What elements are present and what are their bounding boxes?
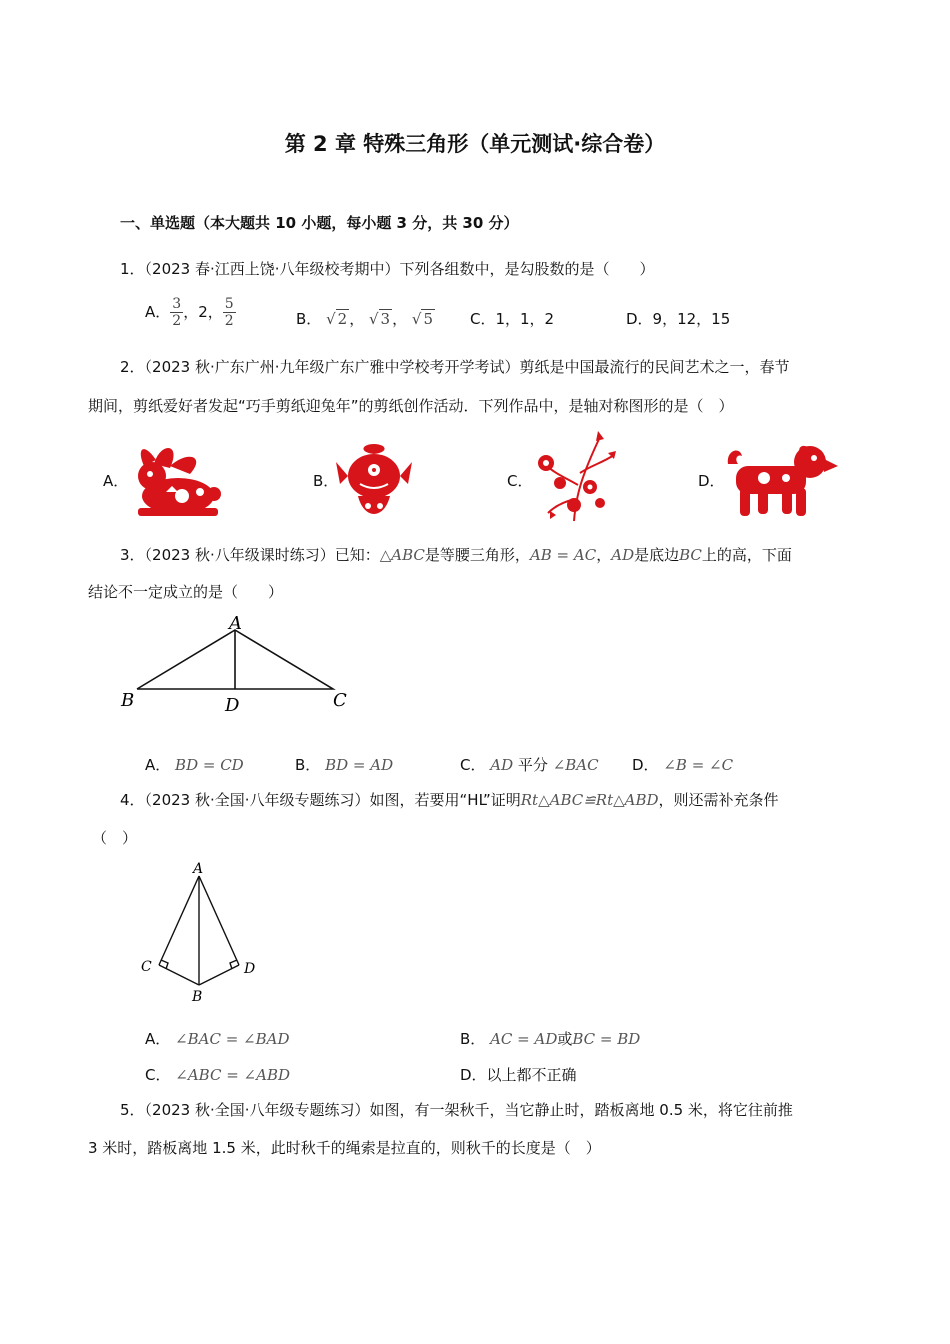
question-2-line-2: 期间，剪纸爱好者发起“巧手剪纸迎兔年”的剪纸创作活动．下列作品中，是轴对称图形的是（ ） — [88, 397, 734, 415]
fig4-label-d: D — [244, 961, 256, 977]
fig3-label-a: A — [229, 613, 242, 634]
q2-option-a-label[interactable]: A． — [103, 472, 129, 490]
rabbit-papercut-image — [130, 440, 222, 520]
q4-option-b[interactable]: B． AC = AD或BC = BD — [460, 1030, 641, 1048]
q1-option-d[interactable]: D．9，12，15 — [626, 310, 731, 328]
q1-fraction-2: $\frac{5}{2}$ — [224, 296, 234, 329]
question-5-line-2: 3 米时，踏板离地 1.5 米，此时秋千的绳索是拉直的，则秋千的长度是（ ） — [88, 1139, 601, 1157]
question-3-line-2: 结论不一定成立的是（ ） — [88, 583, 284, 601]
dog-papercut-image — [724, 444, 840, 522]
q1-option-a-middle: ，2， — [183, 303, 223, 321]
question-4-line-1: 4．（2023 秋·全国·八年级专题练习）如图，若要用“HL”证明Rt△ABC≌Rt△ABD，则还需补充条件 — [120, 791, 779, 809]
q3-option-c[interactable]: C． AD 平分 ∠BAC — [460, 756, 599, 774]
q4-option-d[interactable]: D．以上都不正确 — [460, 1066, 577, 1084]
q2-option-d-label[interactable]: D． — [698, 472, 725, 490]
q1-option-a[interactable] — [145, 296, 236, 329]
q3-bc: BC — [679, 546, 702, 564]
q3-option-a[interactable]: A． BD = CD — [145, 756, 244, 774]
kite-triangles-figure — [136, 858, 264, 1008]
q1-fraction-1: $\frac{3}{2}$ — [172, 296, 182, 329]
q1-sqrt-5: √ 5 — [411, 310, 433, 328]
page-title: 第 2 章 特殊三角形（单元测试·综合卷） — [284, 132, 666, 156]
fig3-label-b: B — [121, 690, 135, 711]
question-5-line-1: 5．（2023 秋·全国·八年级专题练习）如图，有一架秋千，当它静止时，踏板离地 0.5 米，将它往前推 — [120, 1101, 793, 1119]
q3-triangle-abc: △ABC — [379, 546, 425, 564]
fish-papercut-image — [336, 440, 412, 522]
section-heading: 一、单选题（本大题共 10 小题，每小题 3 分，共 30 分） — [120, 214, 519, 232]
fig4-label-c: C — [141, 959, 152, 975]
q2-option-c-label[interactable]: C． — [507, 472, 533, 490]
isosceles-triangle-figure — [115, 612, 365, 716]
q4-option-c[interactable]: C． ∠ABC = ∠ABD — [145, 1066, 290, 1084]
q2-option-b-label[interactable]: B． — [313, 472, 339, 490]
q3-option-d[interactable]: D． ∠B = ∠C — [632, 756, 734, 774]
q3-ab-equals-ac: AB = AC — [529, 546, 597, 564]
fig3-label-c: C — [333, 690, 347, 711]
q4-option-a[interactable]: A． ∠BAC = ∠BAD — [145, 1030, 290, 1048]
question-1-stem: 1．（2023 春·江西上饶·八年级校考期中）下列各组数中，是勾股数的是（ ） — [120, 260, 655, 278]
question-3-line-1: 3．（2023 秋·八年级课时练习）已知：△ABC是等腰三角形，AB = AC，AD是底边BC上的高，下面 — [120, 546, 792, 564]
q3-option-b[interactable]: B． BD = AD — [295, 756, 394, 774]
fig4-label-a: A — [193, 861, 204, 877]
q1-option-b-label: B． — [296, 310, 322, 328]
fig3-label-d: D — [225, 695, 240, 716]
question-4-line-2: （ ） — [92, 829, 138, 847]
q1-option-b[interactable]: B． √ 2 ， √ 3 ， √ 5 — [296, 310, 433, 328]
q3-ad: AD — [611, 546, 635, 564]
q1-sqrt-3: √ 3 — [368, 310, 391, 328]
question-2-line-1: 2．（2023 秋·广东广州·九年级广东广雅中学校考开学考试）剪纸是中国最流行的民间艺术之一，春节 — [120, 358, 790, 376]
q1-option-a-label: A． — [145, 303, 171, 321]
fig4-label-b: B — [192, 989, 203, 1005]
q1-sqrt-2: √ 2 — [326, 310, 348, 328]
q4-congruence: Rt△ABC≌Rt△ABD — [520, 791, 659, 809]
q1-option-c[interactable]: C．1，1，2 — [470, 310, 555, 328]
flower-papercut-image — [530, 425, 620, 523]
